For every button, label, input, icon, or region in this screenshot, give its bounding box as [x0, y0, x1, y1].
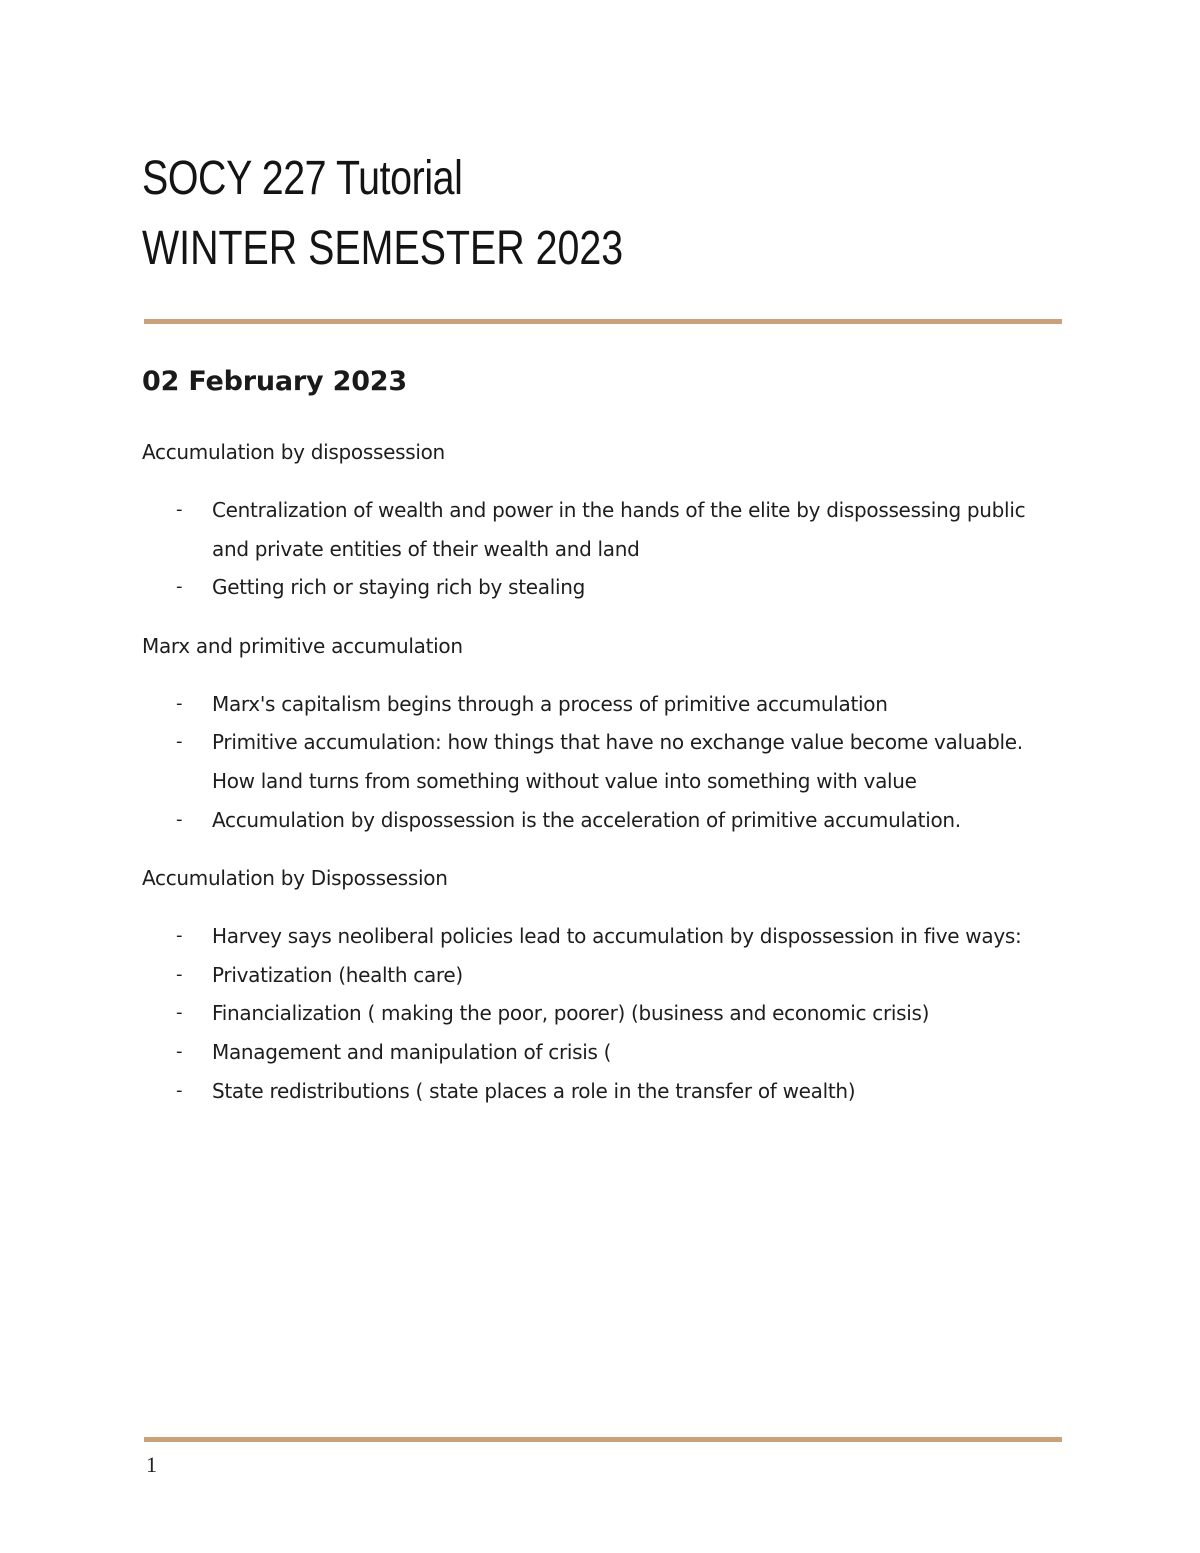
list-item — [142, 723, 1062, 800]
page-number: 1 — [146, 1452, 157, 1477]
footer-divider — [144, 1437, 1062, 1442]
bullet-dash: - — [176, 963, 183, 985]
list-item — [142, 685, 1062, 724]
bullet-dash: - — [176, 692, 183, 714]
list-item-text: Accumulation by dispossession is the acceleration of primitive accumulation. — [212, 807, 961, 832]
bullet-list — [142, 685, 1062, 839]
list-item-text: Primitive accumulation: how things that have no exchange value become valuable. How land turns from something without value into something with value — [212, 730, 1023, 793]
bullet-list — [142, 917, 1062, 1110]
bullet-dash: - — [176, 499, 183, 520]
bullet-dash: - — [176, 1040, 183, 1062]
section-heading: Accumulation by dispossession — [142, 440, 445, 464]
header-divider — [144, 319, 1062, 324]
bullet-dash: - — [176, 808, 183, 830]
list-item-text: Privatization (health care) — [212, 962, 463, 987]
list-item-text: Marx's capitalism begins through a process of primitive accumulation — [212, 691, 888, 716]
list-item-text: Financialization ( making the poor, poorer) (business and economic crisis) — [212, 1001, 930, 1026]
bullet-list — [142, 491, 1062, 607]
list-item — [142, 801, 1062, 840]
list-item — [142, 956, 1062, 995]
section-accumulation-dispossession — [142, 433, 1062, 607]
bullet-dash: - — [176, 1002, 183, 1024]
bullet-dash: - — [176, 1079, 183, 1101]
list-item-text: Harvey says neoliberal policies lead to accumulation by dispossession in five ways: — [212, 924, 1022, 949]
list-item-text: Centralization of wealth and power in the hands of the elite by dispossessing public and private entities of their wealth and land — [212, 498, 1026, 561]
bullet-dash: - — [176, 925, 183, 947]
section-marx-primitive-accumulation — [142, 627, 1062, 839]
document-title: SOCY 227 Tutorial — [142, 152, 463, 205]
section-heading: Accumulation by Dispossession — [142, 866, 448, 891]
list-item-text: Management and manipulation of crisis ( — [212, 1039, 612, 1064]
section-accumulation-dispossession-harvey — [142, 859, 1062, 1110]
list-item-text: State redistributions ( state places a role in the transfer of wealth) — [212, 1078, 856, 1103]
list-item — [142, 917, 1062, 956]
notes-body — [142, 433, 1062, 1130]
list-item — [142, 994, 1062, 1033]
list-item — [142, 491, 1062, 568]
list-item-text: Getting rich or staying rich by stealing — [212, 575, 586, 600]
bullet-dash: - — [176, 576, 183, 598]
date-heading: 02 February 2023 — [142, 366, 407, 397]
document-subtitle: WINTER SEMESTER 2023 — [142, 222, 624, 275]
bullet-dash: - — [176, 731, 183, 753]
list-item — [142, 1072, 1062, 1111]
section-heading: Marx and primitive accumulation — [142, 633, 463, 658]
list-item — [142, 568, 1062, 607]
list-item — [142, 1033, 1062, 1072]
